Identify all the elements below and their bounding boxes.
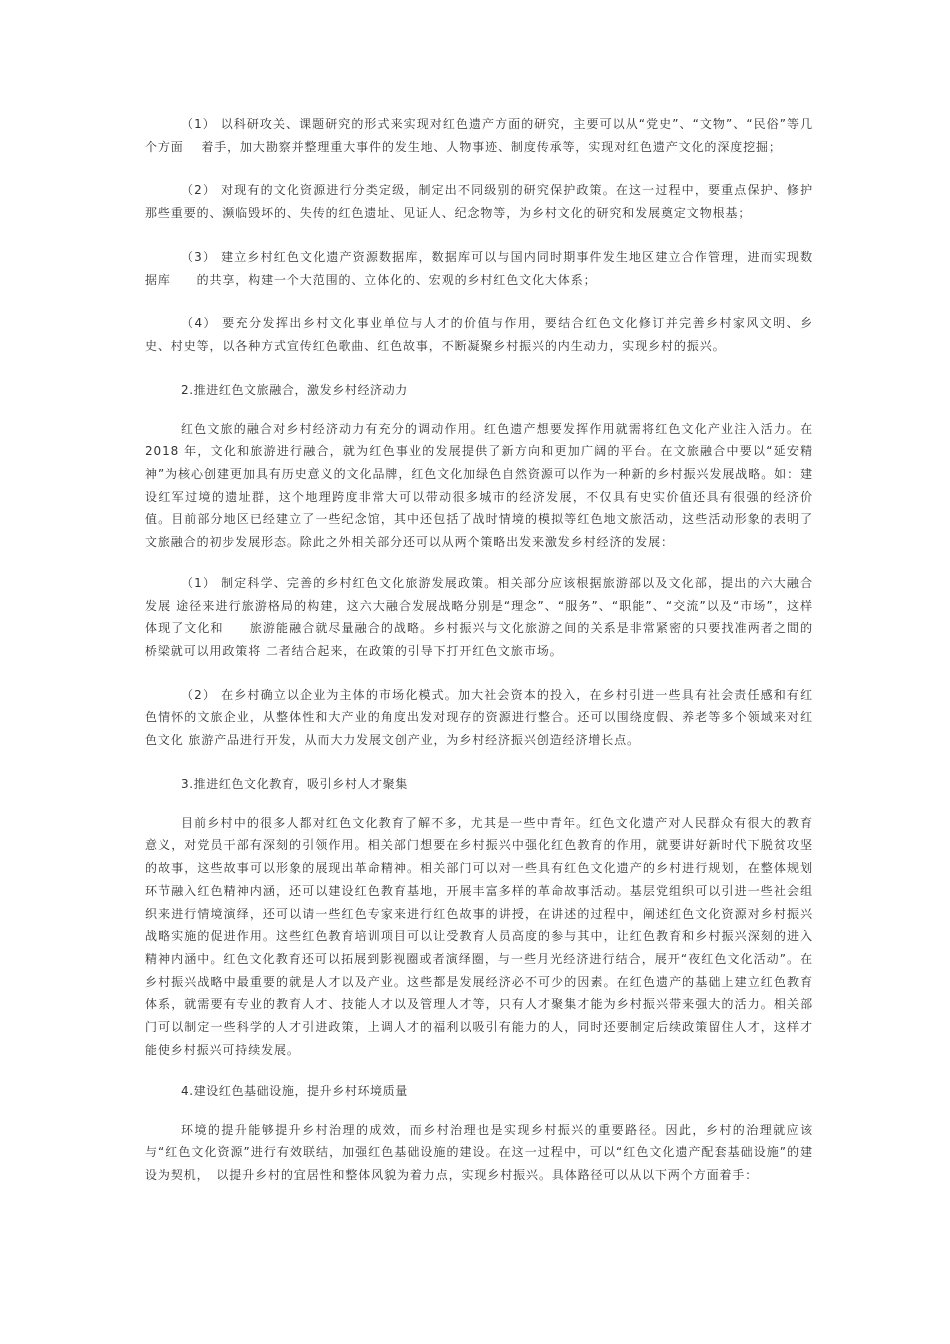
list-item-tourism-policy: （1） 制定科学、完善的乡村红色文化旅游发展政策。相关部分应该根据旅游部以及文化部，提出的六大融合发展 途径来进行旅游格局的构建，这六大融合发展战略分别是“理念”、“服务”、“职能”、“交流”以及“市场”，这样体现了文化和 旅游能融合就尽量融合的战略。乡村振兴与文化旅游之间的关系是非常紧密的只要找准两者之間的桥梁就可以用政策将 二者结合起来，在政策的引导下打开红色文旅市场。 (145, 575, 813, 658)
section-heading-infrastructure: 4.建设红色基础设施，提升乡村环境质量 (181, 1083, 408, 1098)
body-paragraph-infrastructure: 环境的提升能够提升乡村治理的成效，而乡村治理也是实现乡村振兴的重要路径。因此，乡村的治理就应该与“红色文化资源”进行有效联结，加强红色基础设施的建设。在这一过程中，可以“红色文化遗产配套基础设施”的建设为契机， 以提升乡村的宜居性和整体风貌为着力点，实现乡村振兴。具体路径可以从以下两个方面着手： (145, 1122, 813, 1182)
document-body (145, 113, 813, 1205)
section-heading-tourism: 2.推进红色文旅融合，激发乡村经济动力 (181, 382, 408, 397)
list-item-market-model: （2） 在乡村确立以企业为主体的市场化模式。加大社会资本的投入，在乡村引进一些具有社会责任感和有红色情怀的文旅企业，从整体性和大产业的角度出发对现存的资源进行整合。还可以围绕度假、养老等多个领域来对红色文化 旅游产品进行开发，从而大力发展文创产业，为乡村经济振兴创造经济增长点。 (145, 687, 813, 748)
section-heading-education: 3.推进红色文化教育，吸引乡村人才聚集 (181, 776, 408, 791)
body-paragraph-education: 目前乡村中的很多人都对红色文化教育了解不多，尤其是一些中青年。红色文化遗产对人民群众有很大的教育意义，对党员干部有深刻的引领作用。相关部门想要在乡村振兴中强化红色教育的作用，就要讲好新时代下脱贫攻坚的故事，这些故事可以形象的展现出革命精神。相关部门可以对一些具有红色文化遗产的乡村进行规划，在整体规划环节融入红色精神内涵，还可以建设红色教育基地，开展丰富多样的革命故事活动。基层党组织可以引进一些社会组织来进行情境演绎，还可以请一些红色专家来进行红色故事的讲授，在讲述的过程中，阐述红色文化资源对乡村振兴战略实施的促进作用。这些红色教育培训项目可以让受教育人员高度的参与其中，让红色教育和乡村振兴深刻的进入精神内涵中。红色文化教育还可以拓展到影视圈或者演绎圈，与一些月光经济进行结合，展开“夜红色文化活动”。在乡村振兴战略中最重要的就是人才以及产业。这些都是发展经济必不可少的因素。在红色遗产的基础上建立红色教育体系，就需要有专业的教育人才、技能人才以及管理人才等，只有人才聚集才能为乡村振兴带来强大的活力。相关部门可以制定一些科学的人才引进政策，上调人才的福利以吸引有能力的人，同时还要制定后续政策留住人才，这样才能使乡村振兴可持续发展。 (145, 815, 813, 1057)
list-item-classification: （2） 对现有的文化资源进行分类定级，制定出不同级别的研究保护政策。在这一过程中，要重点保护、修护那些重要的、濒临毁坏的、失传的红色遗址、见证人、纪念物等，为乡村文化的研究和发展奠定文物根基； (145, 183, 813, 221)
body-paragraph-tourism: 红色文旅的融合对乡村经济动力有充分的调动作用。红色遗产想要发挥作用就需将红色文化产业注入活力。在 2018 年，文化和旅游进行融合，就为红色事业的发展提供了新方向和更加广阔的平台。在文旅融合中要以“延安精神”为核心创建更加具有历史意义的文化品牌，红色文化加绿色自然资源可以作为一种新的乡村振兴发展战略。如：建设红军过境的遗址群，这个地理跨度非常大可以带动很多城市的经济发展，不仅具有史实价值还具有很强的经济价值。目前部分地区已经建立了一些纪念馆，其中还包括了战时情境的模拟等红色地文旅活动，这些活动形象的表明了文旅融合的初步发展形态。除此之外相关部分还可以从两个策略出发来激发乡村经济的发展： (145, 421, 813, 550)
list-item-research: （1） 以科研攻关、课题研究的形式来实现对红色遗产方面的研究，主要可以从“党史”、“文物”、“民俗”等几个方面 着手，加大勘察并整理重大事件的发生地、人物事迹、制度传承等，实现对红色遗产文化的深度挖掘； (145, 117, 813, 154)
list-item-database: （3） 建立乡村红色文化遗产资源数据库，数据库可以与国内同时期事件发生地区建立合作管理，进而实现数据库 的共享，构建一个大范围的、立体化的、宏观的乡村红色文化大体系； (145, 249, 813, 287)
list-item-talent: （4） 要充分发挥出乡村文化事业单位与人才的价值与作用，要结合红色文化修订并完善乡村家风文明、乡史、村史等，以各种方式宣传红色歌曲、红色故事，不断凝聚乡村振兴的内生动力，实现乡村的振兴。 (145, 316, 813, 353)
